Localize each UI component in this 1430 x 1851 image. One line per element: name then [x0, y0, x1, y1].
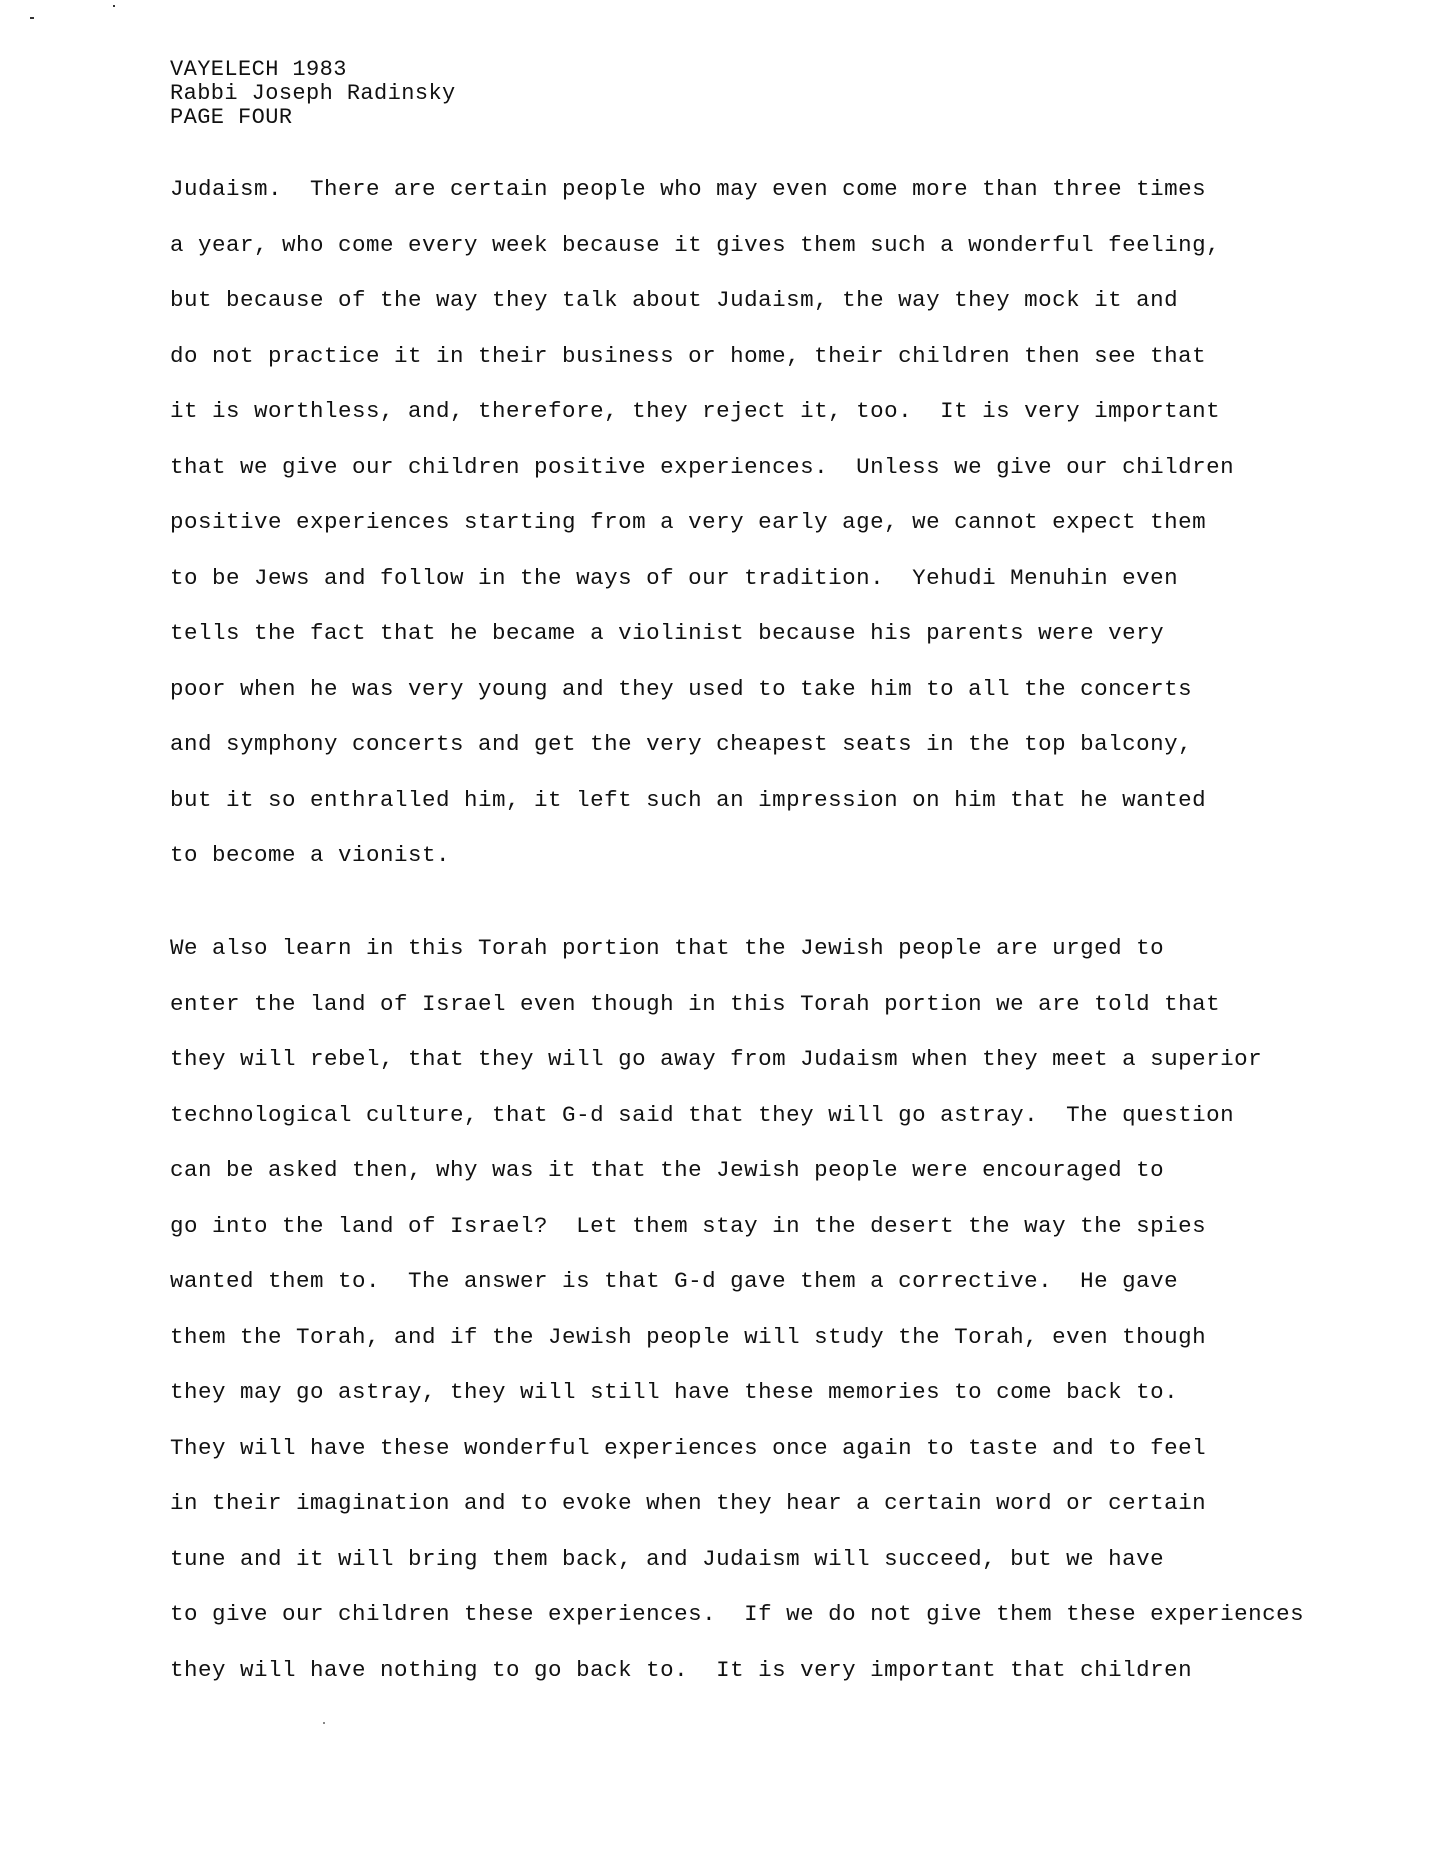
text-line: but because of the way they talk about Judaism, the way they mock it and	[170, 287, 1179, 313]
text-line: they will rebel, that they will go away from Judaism when they meet a superior	[170, 1046, 1263, 1072]
text-line: in their imagination and to evoke when they hear a certain word or certain	[170, 1490, 1207, 1516]
text-line: them the Torah, and if the Jewish people will study the Torah, even though	[170, 1323, 1207, 1350]
text-line: to give our children these experiences. If we do not give them these experiences	[170, 1601, 1305, 1627]
text-line: and symphony concerts and get the very cheapest seats in the top balcony,	[170, 731, 1193, 757]
text-line: We also learn in this Torah portion that the Jewish people are urged to	[170, 935, 1165, 961]
document-header	[170, 58, 456, 130]
text-line: tune and it will bring them back, and Judaism will succeed, but we have	[170, 1545, 1165, 1572]
text-line: enter the land of Israel even though in this Torah portion we are told that	[170, 990, 1221, 1017]
text-line: can be asked then, why was it that the Jewish people were encouraged to	[170, 1157, 1165, 1183]
text-line: tells the fact that he became a violinist because his parents were very	[170, 620, 1165, 646]
scan-speck	[30, 17, 34, 19]
text-line: they will have nothing to go back to. It is very important that children	[170, 1656, 1193, 1683]
text-line: that we give our children positive experiences. Unless we give our children	[170, 453, 1235, 480]
text-line: to be Jews and follow in the ways of our tradition. Yehudi Menuhin even	[170, 564, 1179, 591]
text-line: go into the land of Israel? Let them stay in the desert the way the spies	[170, 1212, 1207, 1239]
sermon-title: VAYELECH 1983	[170, 57, 347, 82]
text-line: technological culture, that G-d said that they will go astray. The question	[170, 1101, 1235, 1128]
paragraph-1	[170, 162, 1234, 884]
scan-speck	[323, 1722, 325, 1724]
author-name: Rabbi Joseph Radinsky	[170, 81, 456, 106]
scan-speck	[113, 5, 115, 7]
text-line: wanted them to. The answer is that G-d gave them a corrective. He gave	[170, 1268, 1179, 1294]
text-line: Judaism. There are certain people who may even come more than three times	[170, 176, 1207, 202]
text-line: poor when he was very young and they used to take him to all the concerts	[170, 675, 1193, 702]
text-line: They will have these wonderful experiences once again to taste and to feel	[170, 1434, 1207, 1461]
text-line: it is worthless, and, therefore, they reject it, too. It is very important	[170, 398, 1221, 424]
text-line: a year, who come every week because it gives them such a wonderful feeling,	[170, 231, 1221, 258]
text-line: they may go astray, they will still have these memories to come back to.	[170, 1379, 1179, 1405]
text-line: do not practice it in their business or home, their children then see that	[170, 342, 1207, 369]
page-label: PAGE FOUR	[170, 105, 293, 130]
text-line: but it so enthralled him, it left such an impression on him that he wanted	[170, 786, 1207, 813]
text-line: positive experiences starting from a very early age, we cannot expect them	[170, 509, 1207, 535]
text-line: to become a vionist.	[170, 842, 451, 868]
paragraph-2	[170, 921, 1304, 1698]
